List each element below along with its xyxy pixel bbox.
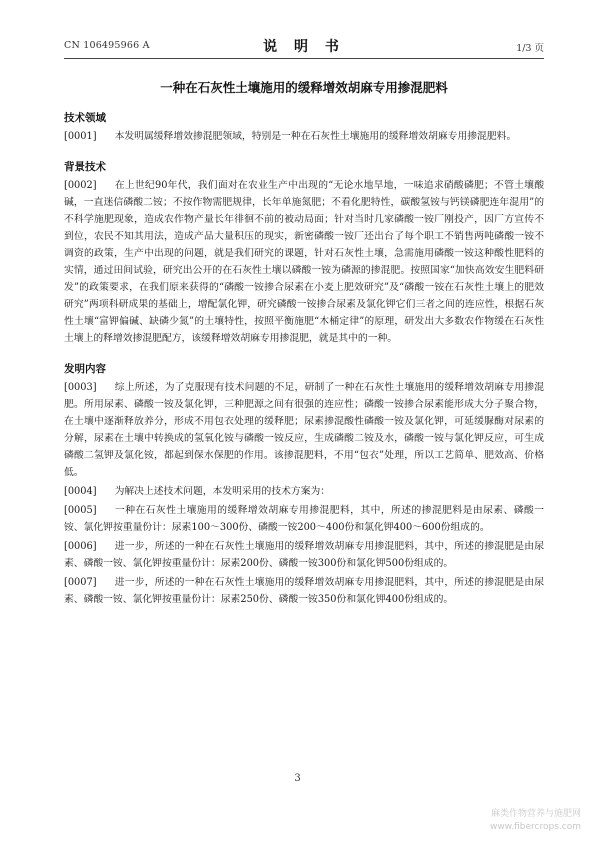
paragraph-text: 为解决上述技术问题，本发明采用的技术方案为：: [114, 486, 331, 497]
publication-number: CN 106495966 A: [64, 40, 150, 51]
paragraph-text: 综上所述，为了克服现有技术问题的不足，研制了一种在石灰性土壤施用的缓释增效胡麻专用掺混肥。所用尿素、磷酸一铵及氯化钾，三种肥源之间有很强的连应性；磷酸一铵掺合尿素能形成大分子聚合物，在土壤中逐渐释放养分，形成不用包衣处理的缓释肥；尿素掺混酸性磷酸一铵及氯化钾，可延缓脲酶对尿素的分解，尿素在土壤中转换成的氢氧化铵与磷酸一铵反应，生成磷酸二铵及水，磷酸一铵与氯化钾反应，可生成磷酸二氢钾及氯化铵，都起到保水保肥的作用。该掺混肥料，不用“包衣”处理，所以工艺简单、肥效高、价格低。: [64, 382, 544, 478]
paragraph-number: [0001]: [64, 131, 97, 142]
section-background: [64, 157, 544, 347]
paragraph: [64, 128, 544, 145]
paragraph: [64, 574, 544, 608]
paragraph: [64, 538, 544, 572]
watermark-name: 麻类作物营养与施肥网: [490, 809, 581, 819]
page-indicator: 1/3 页: [516, 43, 544, 54]
header-divider: [64, 58, 544, 59]
section-heading: 背景技术: [64, 161, 106, 173]
page-header: [64, 36, 544, 56]
document-body: [64, 108, 544, 608]
paragraph-number: [0007]: [64, 577, 97, 588]
paragraph: [64, 502, 544, 536]
paragraph-text: 进一步，所述的一种在石灰性土壤施用的缓释增效胡麻专用掺混肥料，其中，所述的掺混肥是由尿素、磷酸一铵、氯化钾按重量份计：尿素200份、磷酸一铵300份和氯化钾500份组成的。: [64, 541, 544, 569]
paragraph: [64, 379, 544, 481]
paragraph-text: 一种在石灰性土壤施用的缓释增效胡麻专用掺混肥料，其中，所述的掺混肥料是由尿素、磷酸一铵、氯化钾按重量份计：尿素100～300份、磷酸一铵200～400份和氯化钾400～600份组成的。: [64, 505, 544, 533]
paragraph-number: [0005]: [64, 505, 97, 516]
paragraph-text: 本发明属缓释增效掺混肥领域，特别是一种在石灰性土壤施用的缓释增效胡麻专用掺混肥料。: [114, 131, 517, 142]
watermark: [490, 808, 581, 834]
paragraph: [64, 483, 544, 500]
document-type: 说 明 书: [263, 39, 345, 55]
paragraph-number: [0004]: [64, 486, 97, 497]
paragraph: [64, 177, 544, 347]
paragraph-text: 进一步，所述的一种在石灰性土壤施用的缓释增效胡麻专用掺混肥料，其中，所述的掺混肥是由尿素、磷酸一铵、氯化钾按重量份计：尿素250份、磷酸一铵350份和氯化钾400份组成的。: [64, 577, 544, 605]
paragraph-number: [0006]: [64, 541, 97, 552]
document-title: 一种在石灰性土壤施用的缓释增效胡麻专用掺混肥料: [160, 80, 448, 95]
section-summary: [64, 359, 544, 608]
section-technical-field: [64, 108, 544, 145]
paragraph-number: [0003]: [64, 382, 97, 393]
paragraph-text: 在上世纪90年代，我们面对在农业生产中出现的“无论水地旱地，一味追求硝酸磷肥；不管土壤酸碱，一直迷信磷酸二铵；不按作物需肥规律，长年单施氮肥；不看化肥特性，碳酸氢铵与钙镁磷肥连年混用”的不科学施肥现象，造成农作物产量长年徘徊不前的被动局面；针对当时几家磷酸一铵厂刚投产，因厂方宣传不到位，农民不知其用法，造成产品大量积压的现实，新密磷酸一铵厂还出台了每个职工不销售两吨磷酸一铵不调资的政策，生产中出现的问题，就是我们研究的课题，针对石灰性土壤，急需施用磷酸一铵这种酸性肥料的实情，通过田间试验，研究出公开的在石灰性土壤以磷酸一铵为磷源的掺混肥。按照国家“加快高效安生肥料研发”的政策要求，在我们原来获得的“磷酸一铵掺合尿素在小麦上肥效研究”及“磷酸一铵在石灰性土壤上的肥效研究”两项科研成果的基础上，增配氯化钾，研究磷酸一铵掺合尿素及氯化钾它们三者之间的连应性，根据石灰性土壤“富钾偏碱、缺磷少氮”的土壤特性，按照平衡施肥“木桶定律”的原理，研发出大多数农作物缓在石灰性土壤上的释增效掺混肥配方，该缓释增效胡麻专用掺混肥，就是其中的一种。: [64, 180, 544, 344]
section-heading: 技术领域: [64, 112, 106, 124]
watermark-url: www.fibercrops.com: [490, 822, 581, 832]
page-number: 3: [294, 773, 301, 784]
paragraph-number: [0002]: [64, 180, 97, 191]
section-heading: 发明内容: [64, 363, 106, 375]
